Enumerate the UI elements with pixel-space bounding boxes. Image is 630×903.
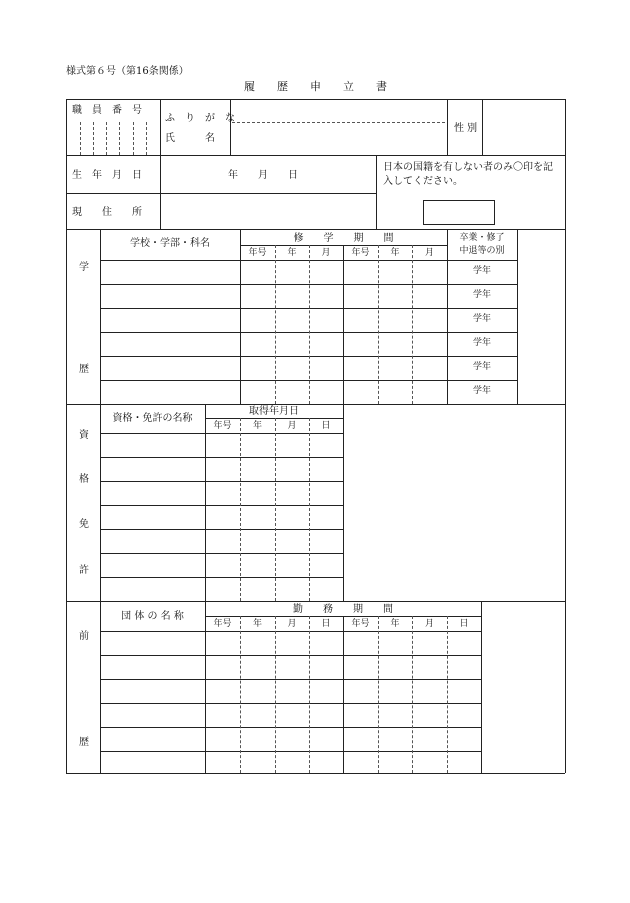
dashed-divider bbox=[275, 245, 276, 404]
completion-status-cell: 学年 bbox=[472, 338, 491, 348]
rule-line bbox=[100, 553, 343, 554]
dashed-divider bbox=[309, 418, 310, 601]
license-section-label: 資 bbox=[79, 430, 89, 441]
dashed-divider bbox=[412, 616, 413, 773]
completion-status-cell: 学年 bbox=[472, 290, 491, 300]
acquisition-date-subheader: 月 bbox=[287, 421, 297, 431]
furigana-label: ふ り が な bbox=[165, 113, 235, 124]
rule-line bbox=[447, 99, 448, 155]
employment-period-header: 勤 務 期 間 bbox=[293, 604, 393, 615]
form-border-top bbox=[66, 99, 565, 100]
rule-line bbox=[66, 193, 376, 194]
form-border-right bbox=[565, 99, 566, 773]
employment-period-subheader: 年 bbox=[390, 619, 400, 629]
license-section-label: 格 bbox=[79, 474, 89, 485]
employment-period-subheader: 年 bbox=[252, 619, 262, 629]
rule-line bbox=[343, 616, 344, 773]
study-period-subheader: 年 bbox=[390, 248, 400, 258]
dashed-divider bbox=[93, 122, 94, 155]
rule-line bbox=[376, 155, 377, 229]
rule-line bbox=[205, 616, 481, 617]
dashed-divider bbox=[133, 122, 134, 155]
dashed-divider bbox=[146, 122, 147, 155]
study-period-header: 修 学 期 間 bbox=[293, 233, 394, 244]
study-period-subheader: 月 bbox=[424, 248, 434, 258]
rule-line bbox=[100, 529, 343, 530]
birth-date-template: 年 月 日 bbox=[228, 170, 298, 181]
rule-line bbox=[66, 601, 565, 602]
rule-line bbox=[343, 404, 344, 601]
study-period-subheader: 年号 bbox=[248, 248, 267, 258]
address-label: 現 住 所 bbox=[72, 207, 142, 218]
rule-line bbox=[100, 631, 481, 632]
form-border-bottom bbox=[66, 773, 565, 774]
rule-line bbox=[482, 99, 483, 155]
rule-line bbox=[100, 433, 343, 434]
rule-line bbox=[100, 703, 481, 704]
organization-name-header: 団 体 の 名 称 bbox=[121, 611, 184, 622]
dashed-divider bbox=[240, 616, 241, 773]
dashed-divider bbox=[275, 616, 276, 773]
education-section-label: 学 bbox=[79, 262, 89, 273]
rule-line bbox=[66, 404, 565, 405]
employment-period-subheader: 月 bbox=[424, 619, 434, 629]
form-title: 履 歴 申 立 書 bbox=[244, 80, 387, 93]
education-section-label: 歴 bbox=[79, 364, 89, 375]
career-section-label: 前 bbox=[79, 631, 89, 642]
license-section-label: 許 bbox=[79, 565, 89, 576]
employment-period-subheader: 月 bbox=[287, 619, 297, 629]
school-name-header: 学校・学部・科名 bbox=[130, 238, 210, 249]
rule-line bbox=[100, 505, 343, 506]
birth-date-label: 生 年 月 日 bbox=[72, 170, 142, 181]
rule-line bbox=[240, 245, 447, 246]
dashed-divider bbox=[378, 245, 379, 404]
rule-line bbox=[100, 679, 481, 680]
rule-line bbox=[100, 727, 481, 728]
rule-line bbox=[100, 655, 481, 656]
form-number: 様式第６号（第16条関係） bbox=[66, 66, 189, 77]
employment-period-subheader: 日 bbox=[459, 619, 469, 629]
completion-status-cell: 学年 bbox=[472, 266, 491, 276]
dashed-divider bbox=[378, 616, 379, 773]
acquisition-date-subheader: 年号 bbox=[213, 421, 232, 431]
dashed-divider bbox=[309, 616, 310, 773]
rule-line bbox=[100, 751, 481, 752]
rule-line bbox=[100, 577, 343, 578]
rule-line bbox=[517, 229, 518, 404]
dashed-divider bbox=[412, 245, 413, 404]
completion-status-header: 中退等の別 bbox=[459, 246, 505, 256]
dashed-divider bbox=[232, 122, 445, 123]
nationality-mark-box[interactable] bbox=[423, 200, 495, 225]
rule-line bbox=[230, 99, 231, 155]
employment-period-subheader: 年号 bbox=[213, 619, 232, 629]
rule-line bbox=[66, 229, 565, 230]
employment-period-subheader: 日 bbox=[321, 619, 331, 629]
study-period-subheader: 年 bbox=[287, 248, 297, 258]
staff-number-label: 職 員 番 号 bbox=[72, 105, 142, 116]
completion-status-cell: 学年 bbox=[472, 386, 491, 396]
dashed-divider bbox=[119, 122, 120, 155]
rule-line bbox=[160, 99, 161, 229]
dashed-divider bbox=[309, 245, 310, 404]
acquisition-date-header: 取得年月日 bbox=[249, 406, 299, 417]
rule-line bbox=[100, 457, 343, 458]
name-label: 氏 名 bbox=[165, 133, 215, 144]
license-name-header: 資格・免許の名称 bbox=[112, 413, 193, 424]
gender-label: 性 別 bbox=[454, 123, 478, 134]
rule-line bbox=[481, 601, 482, 773]
study-period-subheader: 年号 bbox=[351, 248, 370, 258]
rule-line bbox=[100, 481, 343, 482]
completion-status-cell: 学年 bbox=[472, 314, 491, 324]
completion-status-header: 卒業・修了 bbox=[459, 233, 505, 243]
acquisition-date-subheader: 年 bbox=[252, 421, 262, 431]
dashed-divider bbox=[240, 418, 241, 601]
dashed-divider bbox=[447, 616, 448, 773]
acquisition-date-subheader: 日 bbox=[321, 421, 331, 431]
nationality-note: 入してください。 bbox=[383, 176, 463, 187]
completion-status-cell: 学年 bbox=[472, 362, 491, 372]
rule-line bbox=[66, 155, 565, 156]
rule-line bbox=[205, 418, 343, 419]
nationality-note: 日本の国籍を有しない者のみ〇印を記 bbox=[383, 162, 553, 173]
employment-period-subheader: 年号 bbox=[351, 619, 370, 629]
career-section-label: 歴 bbox=[79, 737, 89, 748]
dashed-divider bbox=[275, 418, 276, 601]
study-period-subheader: 月 bbox=[321, 248, 331, 258]
form-border-left bbox=[66, 99, 67, 773]
license-section-label: 免 bbox=[79, 519, 89, 530]
rule-line bbox=[100, 229, 101, 773]
dashed-divider bbox=[106, 122, 107, 155]
dashed-divider bbox=[80, 122, 81, 155]
